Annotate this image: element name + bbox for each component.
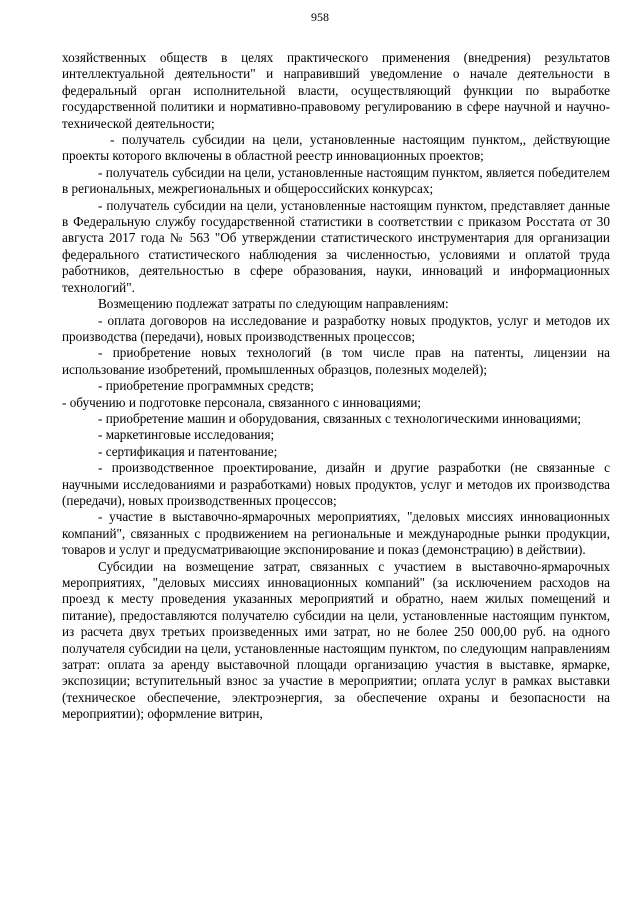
- paragraph: - приобретение машин и оборудования, связанных с технологическими инновациями;: [98, 410, 582, 426]
- paragraph: - приобретение новых технологий (в том числе прав на патенты, лицензии на использование изобретений, промышленных образцов, полезных моделей);: [62, 345, 610, 377]
- paragraph: - получатель субсидии на цели, установленные настоящим пунктом,, действующие проекты которого включены в областной реестр инновационных проектов;: [62, 132, 610, 164]
- paragraph: - сертификация и патентование;: [98, 443, 278, 459]
- paragraph: Субсидии на возмещение затрат, связанных с участием в выставочно-ярмарочных мероприятиях, "деловых миссиях инновационных компаний" (за исключением расходов на проезд к месту проведения указанных мероприятий и обратно, наем жилых помещений и питание), предоставляются получателю субсидии на цели, установленные настоящим пунктом, из расчета двух третьих произведенных ими затрат, но не более 250 000,00 руб. на одного получателя субсидии на цели, установленные настоящим пунктом, по следующим направлениям затрат: оплата за аренду выставочной площади организацию участия в выставке, ярмарке, экспозиции; вступительный взнос за участие в мероприятии; оплата услуг в рамках выставки (техническое обеспечение, электроэнергия, за обеспечение охраны и безопасности на мероприятии); оформление витрин,: [62, 558, 610, 722]
- paragraph: - оплата договоров на исследование и разработку новых продуктов, услуг и методов их производства (передачи), новых производственных процессов;: [62, 312, 610, 344]
- paragraph: - участие в выставочно-ярмарочных мероприятиях, "деловых миссиях инновационных компаний", связанных с продвижением на региональные и международные рынки продукции, товаров и услуг и предусматривающие экспонирование и показ (демонстрацию) в действии).: [62, 509, 610, 558]
- paragraph: - получатель субсидии на цели, установленные настоящим пунктом, является победителем в региональных, межрегиональных и общероссийских конкурсах;: [62, 164, 610, 197]
- paragraph: - приобретение программных средств;: [98, 378, 314, 394]
- document-body: [62, 50, 610, 723]
- paragraph: - обучению и подготовке персонала, связанного с инновациями;: [62, 394, 422, 410]
- paragraph: - маркетинговые исследования;: [98, 427, 275, 443]
- paragraph: Возмещению подлежат затраты по следующим направлениям:: [98, 296, 449, 312]
- paragraph: - производственное проектирование, дизайн и другие разработки (не связанные с научными исследованиями и разработками) новых продуктов, услуг и методов их производства (передачи), новых производственных процессов;: [62, 460, 610, 508]
- paragraph: хозяйственных обществ в целях практического применения (внедрения) результатов интеллектуальной деятельности" и направивший уведомление о начале деятельности в федеральный орган исполнительной власти, осуществляющий функции по выработке государственной политики и нормативно-правовому регулированию в сфере научной и научно-технической деятельности;: [62, 50, 610, 131]
- paragraph: - получатель субсидии на цели, установленные настоящим пунктом, представляет данные в Федеральную службу государственной статистики в соответствии с приказом Росстата от 30 августа 2017 года № 563 "Об утверждении статистического инструментария для организации федерального статистического наблюдения за численностью, условиями и оплатой труда работников, деятельностью в сфере образования, науки, инноваций и информационных технологий".: [62, 197, 610, 295]
- page-number: 958: [311, 10, 329, 24]
